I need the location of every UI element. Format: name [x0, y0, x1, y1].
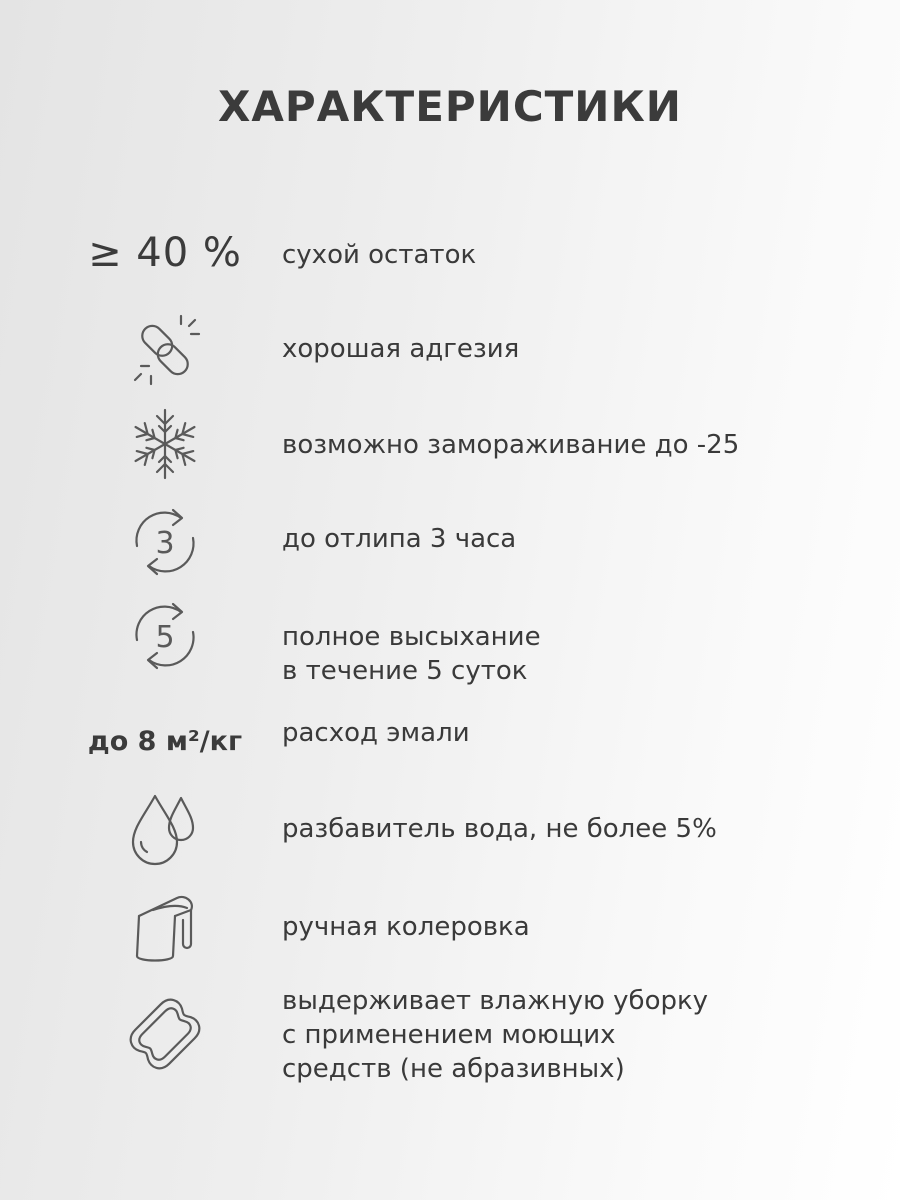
- page-title: ХАРАКТЕРИСТИКИ: [218, 82, 682, 131]
- feature-label: расход эмали: [282, 718, 470, 748]
- sponge-icon: [125, 984, 205, 1084]
- feature-label: выдерживает влажную уборку с применением моющих средств (не абразивных): [282, 986, 709, 1084]
- feature-label: разбавитель вода, не более 5%: [282, 814, 717, 844]
- water-drops-icon: [125, 790, 205, 870]
- chain-link-icon: [125, 310, 205, 390]
- cycle-digit: 5: [155, 620, 175, 655]
- paint-bucket-icon: [125, 890, 205, 970]
- feature-label: ручная колеровка: [282, 912, 530, 942]
- cycle-arrows-icon: [125, 502, 205, 582]
- consumption-value: до 8 м²/кг: [87, 726, 243, 757]
- cycle-digit: 3: [155, 526, 175, 561]
- feature-label: полное высыхание в течение 5 суток: [282, 622, 541, 686]
- cycle-arrows-icon: [125, 596, 205, 676]
- dry-residue-value: ≥ 40 %: [88, 230, 242, 276]
- feature-label: до отлипа 3 часа: [282, 524, 517, 554]
- feature-label: сухой остаток: [282, 240, 477, 270]
- snowflake-icon: [125, 404, 205, 484]
- feature-label: возможно замораживание до -25: [282, 430, 740, 460]
- feature-label: хорошая адгезия: [282, 334, 520, 364]
